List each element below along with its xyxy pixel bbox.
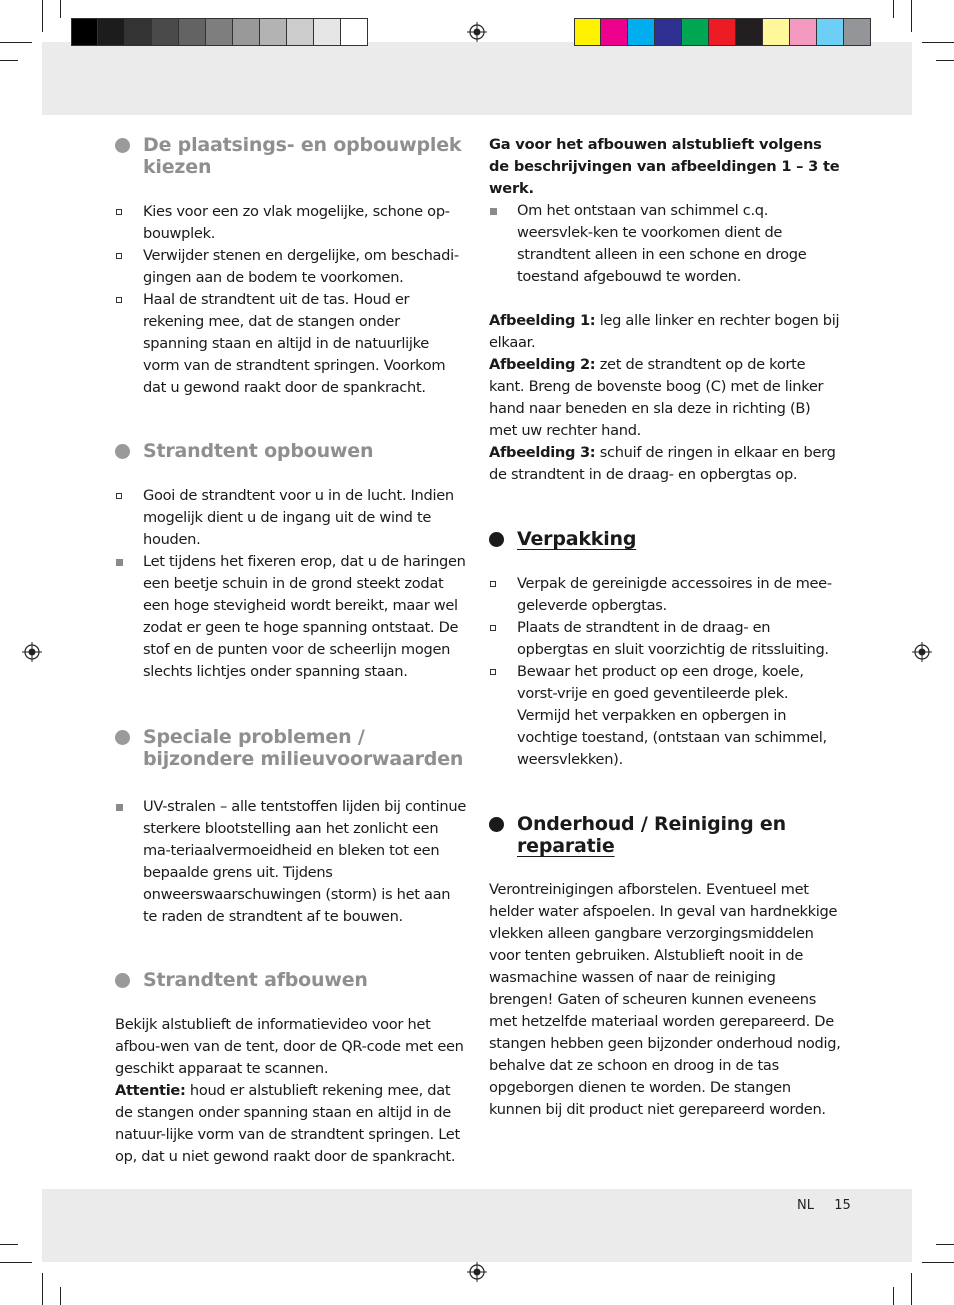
instruction-list [489,200,841,288]
color-swatch [71,18,98,46]
checkbox-marker-icon [116,253,122,259]
section-packaging [489,528,841,771]
crop-mark [0,60,18,61]
color-swatch [287,18,314,46]
page-footer [797,1197,851,1215]
crop-mark [0,1262,32,1263]
bullet-dot-icon [115,730,130,745]
color-swatch [341,18,368,46]
instruction-list [115,201,467,399]
crop-mark [0,1244,18,1245]
crop-mark [893,1287,894,1305]
section-heading: Verpakking [489,528,841,550]
checkbox-marker-icon [490,669,496,675]
crop-mark [911,0,912,32]
list-item: Kies voor een zo vlak mogelijke, schone op-bouwplek. [115,201,467,245]
color-swatch [790,18,817,46]
section-setup [115,440,467,683]
intro-paragraph: Ga voor het afbouwen alstublieft volgens de beschrijvingen van afbeeldingen 1 – 3 te werk. [489,136,840,197]
grayscale-color-bar [71,18,368,46]
color-swatch [260,18,287,46]
section-heading: De plaatsings- en opbouwplek kiezen [115,134,467,178]
list-item: Bewaar het product op een droge, koele, vorst-vrije en goed geventileerde plek. Vermijd het verpakken en opbergen in vochtige toestand, (ontstaan van schimmel, weersvlekken). [489,661,841,771]
maintenance-paragraph: Verontreinigingen afborstelen. Eventueel met helder water afspoelen. In geval van hardnekkige vlekken alleen gangbare verzorgingsmiddelen voor tenten gebruiken. Alstublieft nooit in de wasmachine wassen of naar de reiniging brengen! Gaten of scheuren kunnen eveneens met hetzelfde materiaal worden gerepareerd. De stangen hebben geen bijzonder onderhoud nodig, behalve dat ze schoon en droog in de tas opgeborgen dienen te worden. De stangen kunnen bij dit product niet gerepareerd worden. [489,881,841,1118]
list-item: Plaats de strandtent in de draag- en opbergtas en sluit voorzichtig de ritssluiting. [489,617,841,661]
section-placement [115,134,467,399]
bullet-dot-icon [489,532,504,547]
language-code: NL [797,1198,814,1213]
list-item: Haal de strandtent uit de tas. Houd er rekening mee, dat de stangen onder spanning staan en altijd in de natuurlijke vorm van de strandtent springen. Voorkom dat u gewond raakt door de spankracht. [115,289,467,399]
color-swatch [709,18,736,46]
registration-mark-icon [467,1262,487,1282]
color-swatch [179,18,206,46]
color-swatch [98,18,125,46]
square-bullet-icon [490,208,497,215]
checkbox-marker-icon [116,297,122,303]
section-maintenance [489,813,841,1121]
section-heading: Strandtent opbouwen [115,440,467,462]
checkbox-marker-icon [116,209,122,215]
registration-mark-icon [467,22,487,42]
crop-mark [922,42,954,43]
color-swatch [655,18,682,46]
crop-mark [936,60,954,61]
crop-mark [42,1273,43,1305]
crop-mark [922,1262,954,1263]
header-band [42,42,912,115]
color-swatch [628,18,655,46]
checkbox-marker-icon [116,493,122,499]
crop-mark [60,1287,61,1305]
crop-mark [42,0,43,32]
process-color-bar [574,18,871,46]
crop-mark [936,1244,954,1245]
list-item: Gooi de strandtent voor u in de lucht. Indien mogelijk dient u de ingang uit de wind te houden. [115,485,467,551]
color-swatch [233,18,260,46]
color-swatch [152,18,179,46]
square-bullet-icon [116,559,123,566]
section-teardown [115,969,467,1168]
footer-band [42,1189,912,1262]
color-swatch [314,18,341,46]
list-item: UV-stralen – alle tentstoffen lijden bij continue sterkere blootstelling aan het zonlicht een ma-teriaalvermoeidheid en bleken tot een bepaalde grens uit. Tijdens onweerswaarschuwingen (storm) is het aan te raden de strandtent af te bouwen. [115,796,467,928]
left-column [115,134,467,1168]
color-swatch [682,18,709,46]
section-heading: Strandtent afbouwen [115,969,467,991]
paragraph: Bekijk alstublieft de informatievideo voor het afbou-wen van de tent, door de QR-code met een geschikt apparaat te scannen. [115,1016,464,1077]
crop-mark [911,1273,912,1305]
checkbox-marker-icon [490,625,496,631]
color-swatch [736,18,763,46]
crop-mark [60,0,61,18]
figure-1-step: Afbeelding 1: leg alle linker en rechter bogen bij elkaar. [489,312,840,351]
crop-mark [893,0,894,18]
color-swatch [844,18,871,46]
bullet-dot-icon [115,973,130,988]
color-swatch [601,18,628,46]
section-heading: Speciale problemen / bijzondere milieuvoorwaarden [115,726,467,770]
color-swatch [817,18,844,46]
registration-mark-icon [912,642,932,662]
page-number: 15 [834,1198,851,1213]
list-item: Verwijder stenen en dergelijke, om beschadi-gingen aan de bodem te voorkomen. [115,245,467,289]
color-swatch [125,18,152,46]
color-swatch [763,18,790,46]
instruction-list [115,485,467,683]
section-heading: Onderhoud / Reiniging en reparatie [489,813,841,857]
color-swatch [574,18,601,46]
bullet-dot-icon [489,817,504,832]
instruction-list [115,796,467,928]
checkbox-marker-icon [490,581,496,587]
crop-mark [0,42,32,43]
list-item: Let tijdens het fixeren erop, dat u de haringen een beetje schuin in de grond steekt zodat een hoge stevigheid wordt bereikt, maar wel zodat er geen te hoge spanning ontstaat. De stof en de punten voor de scheerlijn mogen slechts lichtjes onder spanning staan. [115,551,467,683]
square-bullet-icon [116,804,123,811]
figure-2-step: Afbeelding 2: zet de strandtent op de korte kant. Breng de bovenste boog (C) met de linker hand naar beneden en sla deze in richting (B) met uw rechter hand. [489,356,824,439]
right-column [489,134,841,1121]
list-item: Om het ontstaan van schimmel c.q. weersvlek-ken te voorkomen dient de strandtent alleen in een schone en droge toestand afgebouwd te worden. [489,200,841,288]
bullet-dot-icon [115,138,130,153]
registration-mark-icon [22,642,42,662]
instruction-list [489,573,841,771]
list-item: Verpak de gereinigde accessoires in de mee-geleverde opbergtas. [489,573,841,617]
section-special-problems [115,726,467,928]
color-swatch [206,18,233,46]
attention-paragraph: Attentie: houd er alstublieft rekening mee, dat de stangen onder spanning staan en altijd in de natuur-lijke vorm van de strandtent springen. Let op, dat u niet gewond raakt door de spankracht. [115,1082,460,1165]
bullet-dot-icon [115,444,130,459]
figure-3-step: Afbeelding 3: schuif de ringen in elkaar en berg de strandtent in de draag- en opbergtas op. [489,444,836,483]
